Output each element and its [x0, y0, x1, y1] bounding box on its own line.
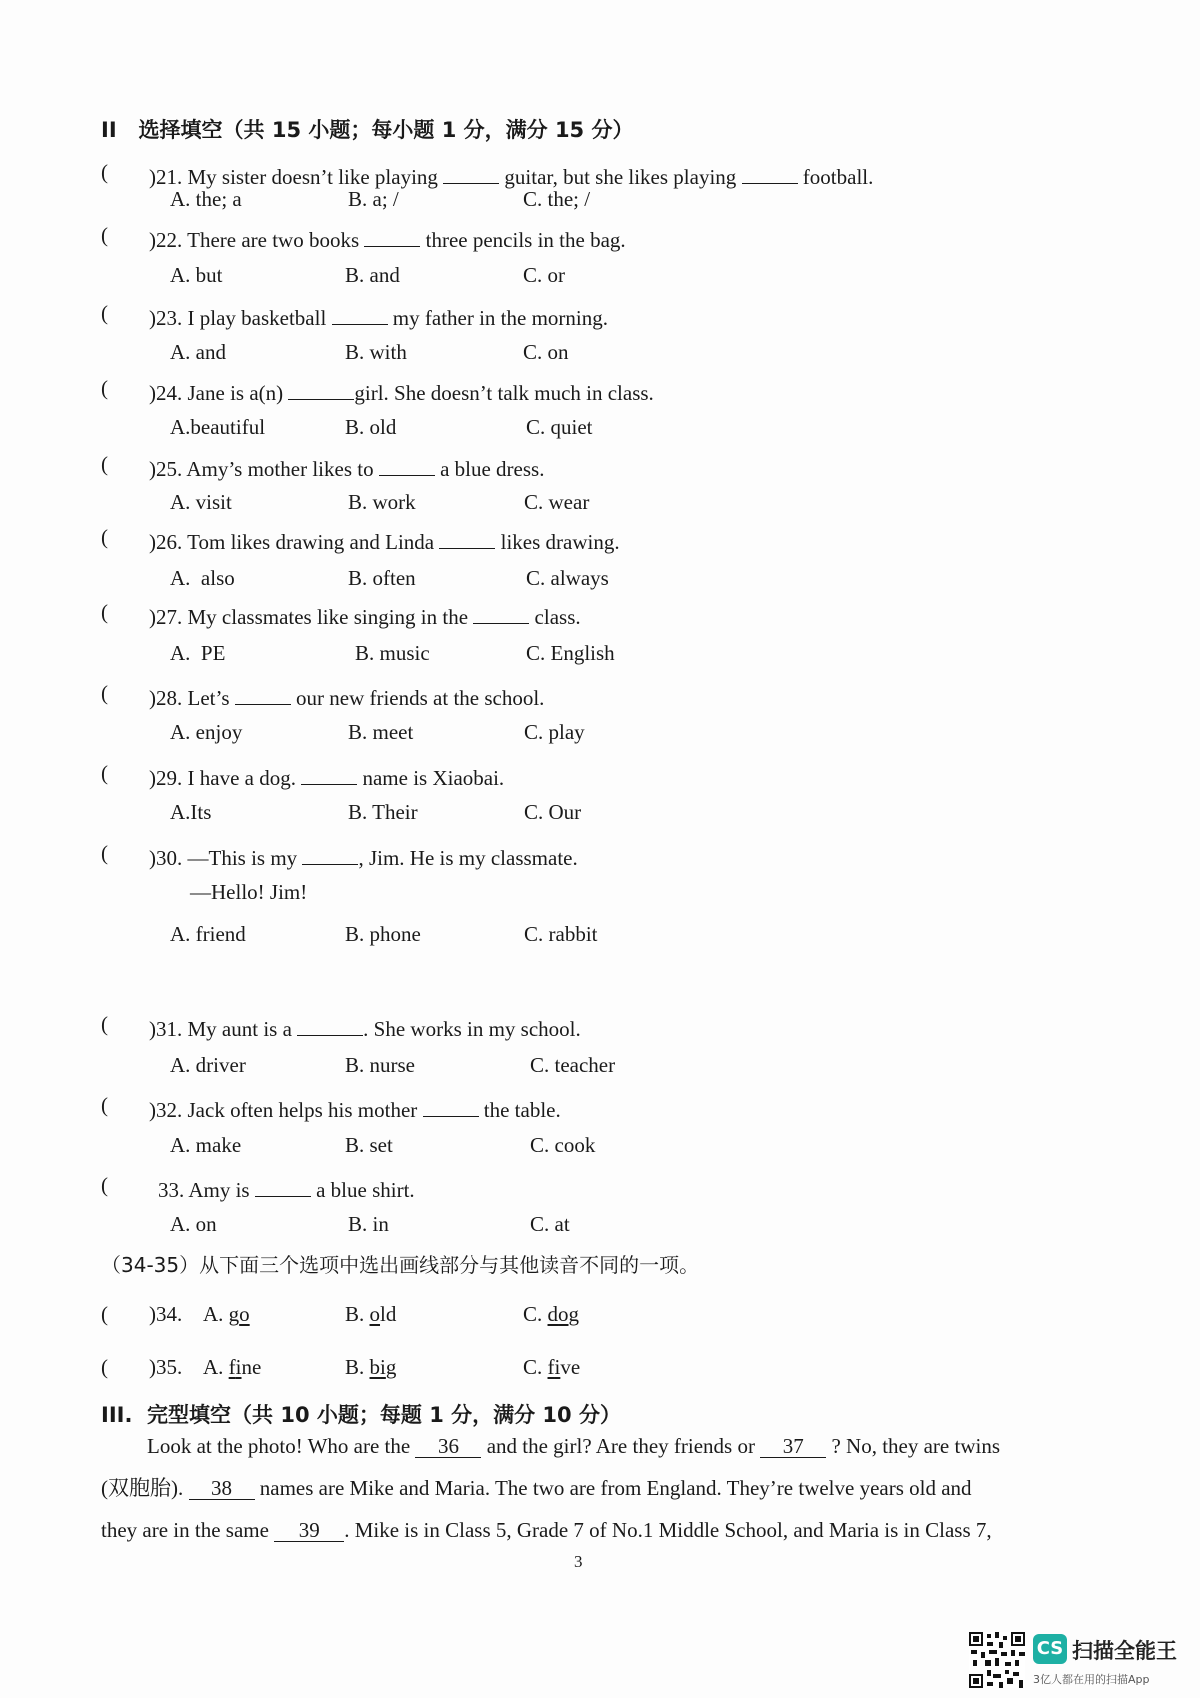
question-number: )30. [149, 846, 183, 870]
option-a[interactable]: A. on [170, 1212, 217, 1236]
question-text: three pencils in the bag. [420, 228, 626, 252]
scanner-app-name: 扫描全能王 [1072, 1639, 1177, 1663]
target-letter: o [369, 1302, 381, 1326]
option-label: C. [523, 1355, 543, 1379]
cloze-blank-38[interactable]: 38 [189, 1478, 255, 1500]
question-text: my father in the morning. [387, 306, 608, 330]
phonics-option-b[interactable] [345, 1357, 396, 1378]
cloze-blank-36[interactable]: 36 [415, 1436, 481, 1458]
option-a[interactable]: A.Its [170, 800, 212, 824]
answer-paren[interactable]: ( [101, 376, 108, 400]
question-text: —This is my [182, 846, 303, 870]
question-text: My classmates like singing in the [182, 605, 474, 629]
question-24 [149, 378, 654, 404]
cloze-line-1 [147, 1436, 1000, 1458]
qr-code-icon [969, 1632, 1025, 1688]
question-number: )35. [149, 1355, 183, 1379]
option-a[interactable]: A. make [170, 1133, 242, 1157]
question-text: football. [797, 165, 874, 189]
underlined-word [229, 1302, 250, 1326]
option-c[interactable]: C. on [523, 340, 569, 364]
question-32 [149, 1095, 561, 1121]
question-number: )25. [149, 457, 183, 481]
question-number: )23. [149, 306, 183, 330]
answer-paren[interactable]: ( [101, 223, 108, 247]
question-text: My sister doesn’t like playing [182, 165, 444, 189]
option-c[interactable]: C. always [526, 566, 609, 590]
cloze-blank-39[interactable]: 39 [274, 1520, 344, 1542]
question-number: )26. [149, 530, 183, 554]
question-28 [149, 683, 544, 709]
underlined-word [548, 1302, 569, 1326]
option-c[interactable]: C. at [530, 1212, 570, 1236]
option-c[interactable]: C. Our [524, 800, 582, 824]
target-letter: i [235, 1355, 242, 1379]
cloze-text: they are in the same [101, 1518, 275, 1542]
option-b[interactable]: B. meet [348, 720, 414, 744]
option-a[interactable]: A. enjoy [170, 720, 243, 744]
answer-blank[interactable] [439, 527, 495, 549]
option-a[interactable]: A. PE [170, 641, 226, 665]
option-a[interactable]: A. visit [170, 490, 232, 514]
question-number: )28. [149, 686, 183, 710]
option-c[interactable]: C. English [526, 641, 615, 665]
option-b[interactable]: B. and [345, 263, 400, 287]
question-31 [149, 1014, 581, 1040]
scanner-logo-badge: CS [1033, 1634, 1067, 1664]
word-part: g [385, 1355, 397, 1379]
question-number: )22. [149, 228, 183, 252]
question-21 [149, 162, 873, 188]
option-c[interactable]: C. wear [524, 490, 590, 514]
option-b[interactable]: B. in [348, 1212, 389, 1236]
question-25 [149, 454, 544, 480]
question-27 [149, 602, 581, 628]
answer-blank[interactable] [742, 162, 798, 184]
option-a[interactable]: A. but [170, 263, 223, 287]
word-part: ve [560, 1355, 581, 1379]
underlined-word [229, 1355, 242, 1379]
option-b[interactable]: B. often [348, 566, 416, 590]
question-text: class. [529, 605, 581, 629]
answer-paren[interactable]: ( [101, 452, 108, 476]
question-29 [149, 763, 504, 789]
option-c[interactable]: C. teacher [530, 1053, 616, 1077]
question-number: )27. [149, 605, 183, 629]
answer-paren[interactable]: ( [101, 1355, 108, 1379]
option-a[interactable]: A. driver [170, 1053, 246, 1077]
cloze-text: . Mike is in Class 5, Grade 7 of No.1 Middle School, and Maria is in Class 7, [344, 1518, 992, 1542]
answer-paren[interactable]: ( [101, 1302, 108, 1326]
answer-paren[interactable]: ( [101, 761, 108, 785]
question-number: )21. [149, 165, 183, 189]
question-text: There are two books [182, 228, 365, 252]
answer-paren[interactable]: ( [101, 600, 108, 624]
option-b[interactable]: B. work [348, 490, 416, 514]
option-b[interactable]: B. phone [345, 922, 421, 946]
question-text: My aunt is a [182, 1017, 298, 1041]
cloze-blank-37[interactable]: 37 [760, 1436, 826, 1458]
target-letter: i [554, 1355, 561, 1379]
word-part: g [228, 1302, 240, 1326]
phonics-option-b[interactable] [345, 1304, 396, 1325]
phonics-option-c[interactable] [523, 1357, 580, 1378]
question-33 [158, 1175, 415, 1201]
cloze-line-3 [101, 1520, 992, 1542]
phonics-instruction: （34-35）从下面三个选项中选出画线部分与其他读音不同的一项。 [101, 1253, 700, 1277]
answer-blank[interactable] [235, 683, 291, 705]
question-text: I have a dog. [182, 766, 302, 790]
option-a[interactable]: A. also [170, 566, 235, 590]
answer-blank[interactable] [297, 1014, 363, 1036]
cloze-text: Look at the photo! Who are the [147, 1434, 416, 1458]
cloze-line-2 [101, 1478, 972, 1500]
question-number: )32. [149, 1098, 183, 1122]
question-text: Tom likes drawing and Linda [182, 530, 440, 554]
answer-paren[interactable]: ( [101, 1173, 108, 1197]
word-part: d [547, 1302, 559, 1326]
option-c[interactable]: C. quiet [526, 415, 593, 439]
question-22 [149, 225, 626, 251]
answer-paren[interactable]: ( [101, 841, 108, 865]
answer-paren[interactable]: ( [101, 525, 108, 549]
scanner-tagline: 3亿人都在用的扫描App [1033, 1673, 1150, 1686]
question-number: )29. [149, 766, 183, 790]
question-text: likes drawing. [495, 530, 620, 554]
option-c[interactable]: C. rabbit [524, 922, 598, 946]
answer-blank[interactable] [332, 303, 388, 325]
answer-blank[interactable] [423, 1095, 479, 1117]
underlined-word [370, 1355, 386, 1379]
option-label: B. [345, 1355, 365, 1379]
answer-blank[interactable] [364, 225, 420, 247]
word-part: g [568, 1302, 580, 1326]
option-label: C. [523, 1302, 543, 1326]
question-23 [149, 303, 608, 329]
answer-paren[interactable]: ( [101, 1093, 108, 1117]
target-letter: o [558, 1302, 569, 1326]
option-b[interactable]: B. nurse [345, 1053, 415, 1077]
question-text: a blue shirt. [310, 1178, 415, 1202]
option-b[interactable]: B. Their [348, 800, 418, 824]
page-number: 3 [574, 1552, 583, 1571]
option-a[interactable]: A. and [170, 340, 226, 364]
option-label: A. [203, 1355, 224, 1379]
question-text: Jack often helps his mother [182, 1098, 423, 1122]
option-c[interactable]: C. the; / [523, 187, 591, 211]
option-b[interactable]: B. a; / [348, 187, 399, 211]
section-2-title: II 选择填空（共 15 小题；每小题 1 分，满分 15 分） [101, 118, 634, 142]
option-c[interactable]: C. or [523, 263, 565, 287]
option-a[interactable]: A.beautiful [170, 415, 266, 439]
option-b[interactable]: B. old [345, 415, 397, 439]
question-text: girl. She doesn’t talk much in class. [354, 381, 654, 405]
answer-blank[interactable] [443, 162, 499, 184]
cloze-text: ? No, they are twins [826, 1434, 1000, 1458]
option-b[interactable]: B. music [355, 641, 430, 665]
question-text: Amy’s mother likes to [182, 457, 379, 481]
answer-blank[interactable] [255, 1175, 311, 1197]
answer-paren[interactable]: ( [101, 1012, 108, 1036]
answer-paren[interactable]: ( [101, 681, 108, 705]
question-text: guitar, but she likes playing [499, 165, 742, 189]
question-text: Let’s [182, 686, 235, 710]
answer-paren[interactable]: ( [101, 160, 108, 184]
cloze-text: names are Mike and Maria. The two are from England. They’re twelve years old and [254, 1476, 972, 1500]
word-part: f [228, 1355, 236, 1379]
answer-blank[interactable] [302, 843, 358, 865]
option-b[interactable]: B. with [345, 340, 407, 364]
answer-blank[interactable] [473, 602, 529, 624]
underlined-word [370, 1302, 381, 1326]
question-number: )31. [149, 1017, 183, 1041]
question-text: a blue dress. [434, 457, 545, 481]
question-30 [149, 843, 578, 869]
dialogue-reply: —Hello! Jim! [190, 880, 308, 904]
option-b[interactable]: B. set [345, 1133, 393, 1157]
cloze-text: (双胞胎). [101, 1476, 189, 1500]
option-c[interactable]: C. play [524, 720, 585, 744]
option-label: A. [203, 1302, 224, 1326]
question-number: )24. [149, 381, 183, 405]
underlined-word [548, 1355, 561, 1379]
question-text: Amy is [184, 1178, 255, 1202]
answer-paren[interactable]: ( [101, 301, 108, 325]
question-text: , Jim. He is my classmate. [358, 846, 578, 870]
question-26 [149, 527, 620, 553]
question-number: )34. [149, 1302, 183, 1326]
question-text: I play basketball [182, 306, 332, 330]
answer-blank[interactable] [301, 763, 357, 785]
question-text: our new friends at the school. [290, 686, 545, 710]
section-3-title: III. 完型填空（共 10 小题；每题 1 分，满分 10 分） [101, 1403, 621, 1427]
cloze-text: and the girl? Are they friends or [481, 1434, 761, 1458]
phonics-option-a[interactable] [203, 1304, 250, 1325]
option-a[interactable]: A. the; a [170, 187, 242, 211]
option-label: B. [345, 1302, 365, 1326]
phonics-option-c[interactable] [523, 1304, 579, 1325]
option-c[interactable]: C. cook [530, 1133, 596, 1157]
question-text: the table. [478, 1098, 561, 1122]
question-number: 33. [158, 1178, 185, 1202]
word-part: ne [241, 1355, 262, 1379]
answer-blank[interactable] [379, 454, 435, 476]
word-part: b [369, 1355, 381, 1379]
word-part: f [547, 1355, 555, 1379]
question-text: . She works in my school. [363, 1017, 581, 1041]
answer-blank[interactable] [288, 378, 354, 400]
question-text: name is Xiaobai. [357, 766, 505, 790]
target-letter: o [239, 1302, 250, 1326]
phonics-option-a[interactable] [203, 1357, 261, 1378]
target-letter: i [380, 1355, 386, 1379]
word-part: ld [380, 1302, 397, 1326]
question-text: Jane is a(n) [182, 381, 289, 405]
option-a[interactable]: A. friend [170, 922, 246, 946]
